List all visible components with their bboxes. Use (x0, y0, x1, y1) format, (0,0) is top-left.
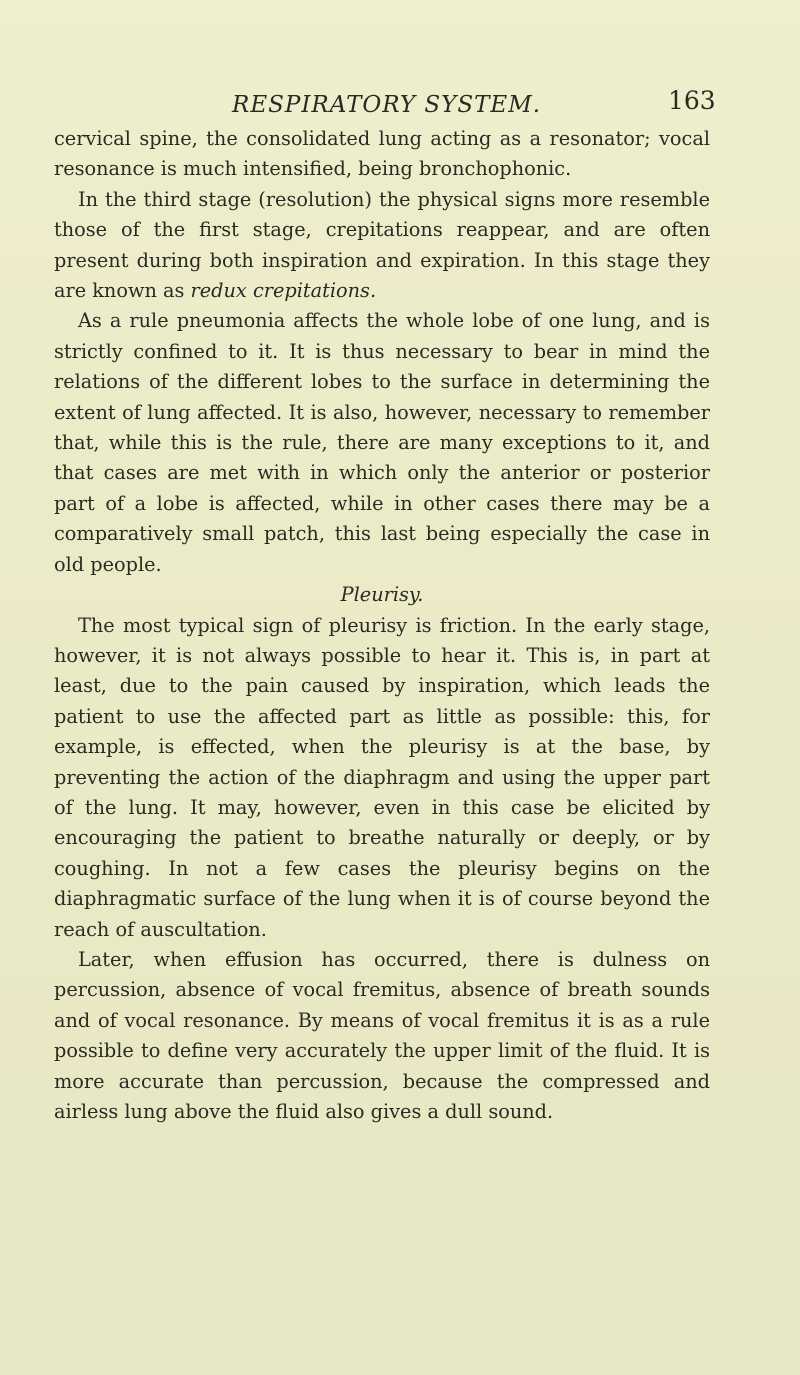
paragraph-2-emphasis: redux crepitations. (190, 279, 377, 303)
running-head: RESPIRATORY SYSTEM. (232, 92, 542, 118)
paragraph-4: The most typical sign of pleurisy is friction. In the early stage, however, it is not always possible to hear it. This is, in part at least, due to the pain caused by inspiration, which leads the patient to use the affected part as little as possible: this, for example, is effected, when the pleurisy is at the base, by preventing the action of the diaphragm and using the upper part of the lung. It may, however, even in this case be elicited by encouraging the patient to breathe naturally or deeply, or by coughing. In not a few cases the pleurisy begins on the diaphragmatic surface of the lung when it is of course beyond the reach of auscultation. (54, 613, 710, 941)
paragraph-2-text: In the third stage (resolution) the physical signs more resemble those of the first stage, crepitations reappear, and are often present during both inspiration and expiration. In this stage they are known as (54, 187, 710, 303)
paragraph-5: Later, when effusion has occurred, there is dulness on percussion, absence of vocal fremitus, absence of breath sounds and of vocal resonance. By means of vocal fremitus it is as a rule possible to define very accurately the upper limit of the fluid. It is more accurate than percussion, because the compressed and airless lung above the fluid also gives a dull sound. (54, 947, 710, 1123)
paragraph-1: cervical spine, the consolidated lung acting as a resonator; vocal resonance is much intensified, being bronchophonic. (54, 127, 710, 181)
paragraph-3: As a rule pneumonia affects the whole lobe of one lung, and is strictly confined to it. It is thus necessary to bear in mind the relations of the different lobes to the surface in determining the extent of lung affected. It is also, however, necessary to remember that, while this is the rule, there are many exceptions to it, and that cases are met with in which only the anterior or posterior part of a lobe is affected, while in other cases there may be a comparatively small patch, this last being especially the case in old people. (54, 309, 710, 576)
body-text (54, 124, 710, 1127)
section-heading: Pleurisy. (340, 583, 424, 607)
page-number: 163 (668, 86, 716, 115)
paragraph-2 (54, 185, 710, 307)
